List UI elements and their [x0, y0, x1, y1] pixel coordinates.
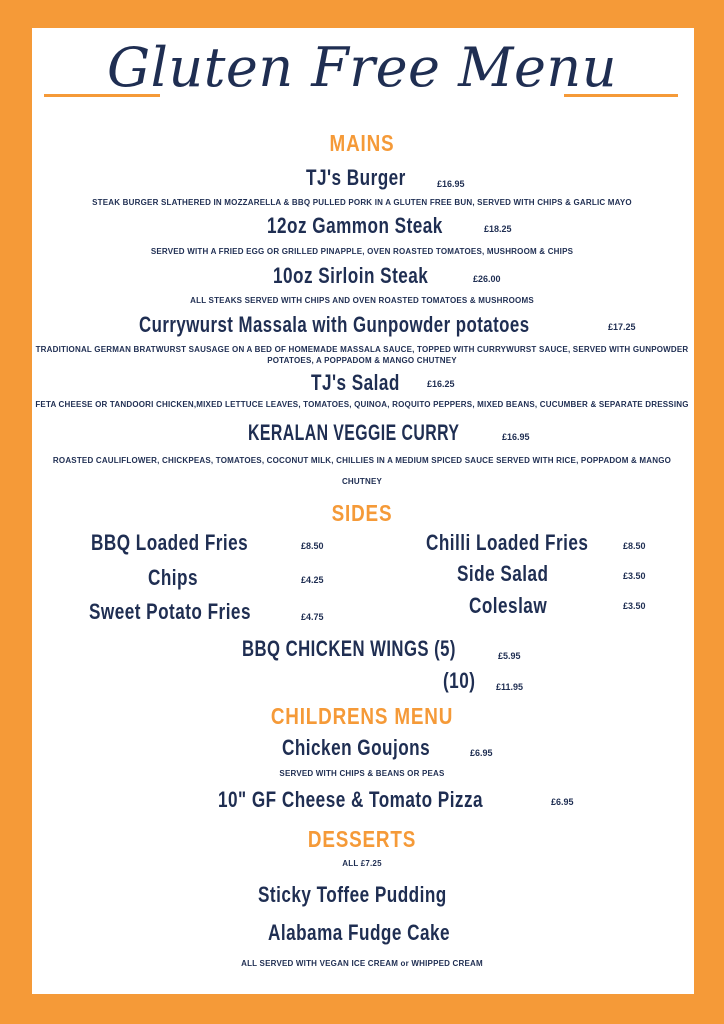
- price-keralan-curry: £16.95: [502, 432, 530, 442]
- price-gf-pizza: £6.95: [551, 797, 574, 807]
- desc-currywurst-line1: TRADITIONAL GERMAN BRATWURST SAUSAGE ON A BED OF HOMEMADE MASSALA SAUCE, TOPPED WITH CURRYWURST SAUCE, SERVED WITH GUNPOWDER: [35, 345, 689, 354]
- desc-currywurst-line2: POTATOES, A POPPADOM & MANGO CHUTNEY: [267, 356, 457, 365]
- price-coleslaw: £3.50: [623, 601, 646, 611]
- price-wings-10: £11.95: [496, 682, 524, 692]
- price-chips: £4.25: [301, 575, 324, 585]
- desc-chicken-goujons: SERVED WITH CHIPS & BEANS OR PEAS: [279, 769, 445, 778]
- desserts-footer-note: ALL SERVED WITH VEGAN ICE CREAM or WHIPPED CREAM: [241, 959, 483, 968]
- price-bbq-loaded-fries: £8.50: [301, 541, 324, 551]
- price-sirloin-steak: £26.00: [473, 274, 501, 284]
- price-currywurst: £17.25: [608, 322, 636, 332]
- item-chicken-goujons: Chicken Goujons: [282, 735, 431, 760]
- menu-title: Gluten Free Menu: [107, 36, 617, 99]
- item-gammon-steak: 12oz Gammon Steak: [267, 213, 443, 238]
- desc-keralan-line1: ROASTED CAULIFLOWER, CHICKPEAS, TOMATOES, COCONUT MILK, CHILLIES IN A MEDIUM SPICED SAUCE SERVED WITH RICE, POPPADOM & MANGO: [52, 456, 672, 465]
- item-tjs-burger: TJ's Burger: [306, 165, 406, 190]
- price-gammon-steak: £18.25: [484, 224, 512, 234]
- section-heading-sides: SIDES: [331, 500, 393, 526]
- side-chips: Chips: [148, 565, 199, 590]
- desserts-price-note: ALL £7.25: [342, 859, 382, 868]
- side-sweet-potato-fries: Sweet Potato Fries: [89, 599, 251, 624]
- price-chilli-loaded-fries: £8.50: [623, 541, 646, 551]
- section-heading-childrens: CHILDRENS MENU: [270, 703, 454, 729]
- price-sweet-potato-fries: £4.75: [301, 612, 324, 622]
- desc-gammon-steak: SERVED WITH A FRIED EGG OR GRILLED PINAPPLE, OVEN ROASTED TOMATOES, MUSHROOM & CHIPS: [150, 247, 574, 256]
- side-side-salad: Side Salad: [457, 561, 549, 586]
- item-tjs-salad: TJ's Salad: [311, 370, 400, 395]
- price-chicken-goujons: £6.95: [470, 748, 493, 758]
- price-tjs-salad: £16.25: [427, 379, 455, 389]
- price-side-salad: £3.50: [623, 571, 646, 581]
- side-coleslaw: Coleslaw: [469, 593, 548, 618]
- price-wings-5: £5.95: [498, 651, 521, 661]
- side-bbq-loaded-fries: BBQ Loaded Fries: [91, 530, 249, 555]
- desc-tjs-burger: STEAK BURGER SLATHERED IN MOZZARELLA & BBQ PULLED PORK IN A GLUTEN FREE BUN, SERVED WITH CHIPS & GARLIC MAYO: [92, 198, 632, 207]
- side-chilli-loaded-fries: Chilli Loaded Fries: [426, 530, 589, 555]
- side-bbq-chicken-wings: BBQ CHICKEN WINGS (5): [242, 636, 456, 661]
- dessert-sticky-toffee-pudding: Sticky Toffee Pudding: [258, 882, 447, 907]
- section-heading-mains: MAINS: [329, 130, 395, 156]
- desc-keralan-line2: CHUTNEY: [341, 477, 383, 486]
- desc-sirloin-steak: ALL STEAKS SERVED WITH CHIPS AND OVEN ROASTED TOMATOES & MUSHROOMS: [190, 296, 534, 305]
- dessert-alabama-fudge-cake: Alabama Fudge Cake: [268, 920, 450, 945]
- item-sirloin-steak: 10oz Sirloin Steak: [273, 263, 429, 288]
- desc-tjs-salad: FETA CHEESE OR TANDOORI CHICKEN,MIXED LETTUCE LEAVES, TOMATOES, QUINOA, ROQUITO PEPPERS, MIXED BEANS, CUCUMBER & SEPARATE DRESSING: [35, 400, 689, 409]
- side-wings-10: (10): [443, 668, 476, 693]
- price-tjs-burger: £16.95: [437, 179, 465, 189]
- item-currywurst: Currywurst Massala with Gunpowder potatoes: [139, 312, 530, 337]
- item-gf-pizza: 10" GF Cheese & Tomato Pizza: [218, 787, 484, 812]
- section-heading-desserts: DESSERTS: [307, 826, 417, 852]
- item-keralan-curry: KERALAN VEGGIE CURRY: [248, 420, 460, 445]
